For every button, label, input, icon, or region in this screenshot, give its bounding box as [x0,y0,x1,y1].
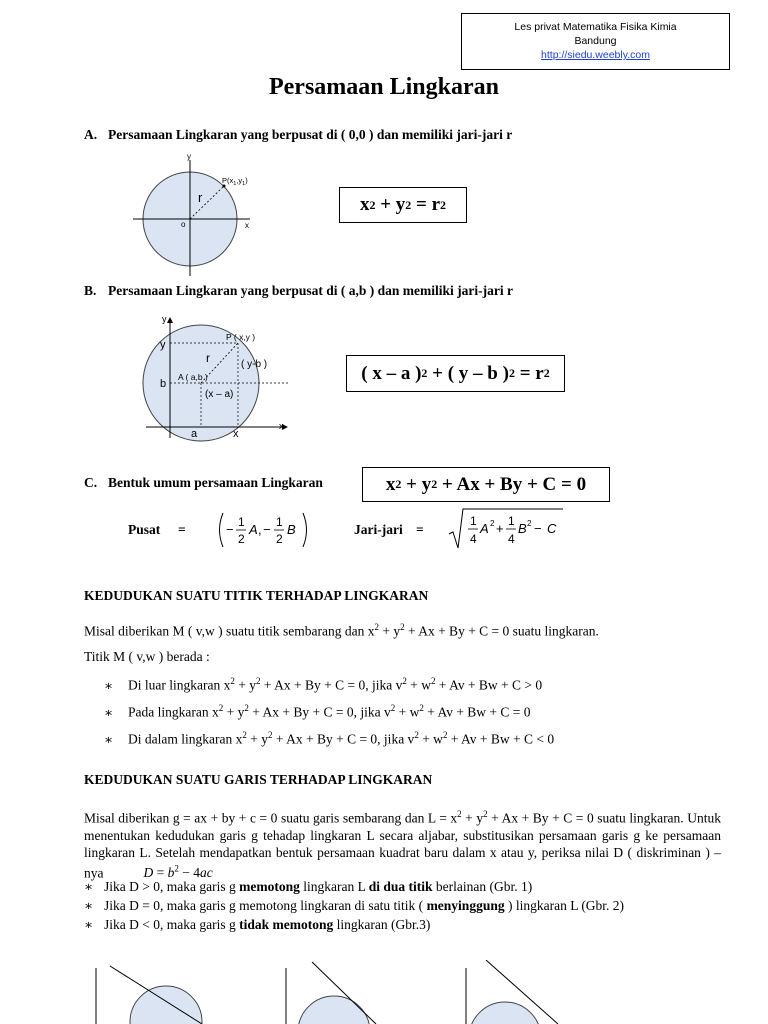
bottom-figures [80,960,560,1024]
titik-item-1: ∗ Di luar lingkaran $x^2 + y^2 + Ax + By + C = 0$, jika $v^2 + w^2 + Av + Bw + C > 0$ [104,676,543,693]
svg-text:C: C [547,521,557,536]
section-a-heading [84,127,512,143]
y-label-a: y [187,152,191,161]
fig2-circle [298,996,370,1024]
r-label-b: r [206,351,210,365]
svg-text:1: 1 [238,515,245,529]
discriminant-formula: $D = b^2 - 4ac$ [143,863,213,880]
svg-text:1: 1 [470,514,477,528]
svg-text:1: 1 [276,515,283,529]
pusat-label: Pusat [128,522,161,537]
section-b-heading [84,283,513,299]
svg-text:A: A [480,521,489,536]
a-center-label-b: A ( a,b ) [178,372,208,382]
a-val-label-b: a [191,428,198,440]
jari-formula [447,506,567,552]
yb-label-b: ( y-b ) [241,359,268,370]
svg-text:2: 2 [276,532,283,546]
o-label-a: o [181,220,186,229]
svg-text:B: B [287,522,296,537]
garis-bullet-1: ∗ Jika D > 0, maka garis g memotong lingkaran L di dua titik berlainan (Gbr. 1) [84,879,533,894]
p-label-a: $P(x_1,y_1)$ [222,176,248,187]
svg-text:1: 1 [508,514,515,528]
jari-label: Jari-jari [354,522,403,537]
y-axis-label-b: y [162,314,167,324]
y-val-label-b: y [160,339,166,351]
p-label-b: P ( x,y ) [226,332,256,342]
section-c-heading [84,475,323,491]
page-title: Persamaan Lingkaran [268,74,499,100]
header-box [461,13,730,70]
fig3-circle [469,1002,541,1024]
svg-text:−: − [263,522,271,537]
x-axis-label-b: x [279,421,284,431]
svg-text:2: 2 [490,519,495,528]
titik-item-2: ∗ Pada lingkaran $x^2 + y^2 + Ax + By + C = 0$, jika $v^2 + w^2 + Av + Bw + C = 0$ [104,703,531,720]
svg-text:−: − [226,522,234,537]
titik-item-3: ∗ Di dalam lingkaran $x^2 + y^2 + Ax + By + C = 0$, jika $v^2 + w^2 + Av + Bw + C < 0$ [104,730,555,747]
x-val-label-b: x [233,428,239,440]
titik-intro: Misal diberikan M ( v,w ) suatu titik sembarang dan $x^2 + y^2 + Ax + By + C = 0$ suatu lingkaran. [84,622,599,639]
svg-text:2: 2 [527,519,532,528]
svg-text:−: − [534,521,542,536]
paren-left [220,513,224,547]
garis-paragraph: Misal diberikan g = ax + by + c = 0 suatu garis sembarang dan $L = x^2 + y^2 + Ax + By + C = 0$ suatu lingkaran. Untuk menentukan kedudukan garis g tehadap lingkaran L secara aljabar, substitusikan persamaan garis g ke persamaan lingkaran L. Setelah mendapatkan bentuk persamaan kuadrat baru dalam x atau y, periksa nilai D ( diskriminan ) –nya $D = b^2 - 4ac$ [84,809,721,880]
sqrt-sign [449,509,563,548]
section-a-text: Persamaan Lingkaran yang berpusat di ( 0,0 ) dan memiliki jari-jari r [108,127,513,142]
section-c-label: C. [84,475,98,490]
section-a-label: A. [84,127,98,142]
circle-diagram-b [118,310,298,445]
header-link[interactable]: http://siedu.weebly.com [541,49,650,61]
pusat-eq: = [178,522,186,537]
header-line1: Les privat Matematika Fisika Kimia [514,21,677,33]
titik-line2: Titik M ( v,w ) berada : [84,649,210,664]
section-b-label: B. [84,283,97,298]
jari-eq: = [416,522,424,537]
svg-text:4: 4 [470,532,477,546]
pusat-formula [215,510,315,550]
header-line2: Bandung [574,35,617,47]
formula-b: ( x – a ) 2 + ( y – b ) 2 = r 2 [346,355,565,392]
svg-text:2: 2 [238,532,245,546]
r-label-a: r [198,190,203,205]
paren-right [303,513,307,547]
circle-diagram-a [128,150,268,280]
b-val-label-b: b [160,378,167,390]
fig1-circle [130,986,202,1024]
y-arrow-b [167,317,173,323]
garis-bullet-2: ∗ Jika D = 0, maka garis g memotong lingkaran di satu titik ( menyinggung ) lingkaran L (Gbr. 2) [84,898,625,913]
formula-c: x 2 + y 2 + Ax + By + C = 0 [362,467,610,502]
svg-text:4: 4 [508,532,515,546]
svg-text:,: , [258,522,262,537]
x-label-a: x [245,221,249,230]
xa-label-b: (x – a) [205,389,234,400]
svg-text:B: B [518,521,527,536]
svg-text:A: A [249,522,258,537]
section-b-text: Persamaan Lingkaran yang berpusat di ( a,b ) dan memiliki jari-jari r [108,283,514,298]
garis-bullet-3: ∗ Jika D < 0, maka garis g tidak memotong lingkaran (Gbr.3) [84,917,431,932]
garis-heading: KEDUDUKAN SUATU GARIS TERHADAP LINGKARAN [84,772,433,787]
titik-heading: KEDUDUKAN SUATU TITIK TERHADAP LINGKARAN [84,588,429,603]
svg-text:+: + [496,521,504,536]
formula-a: x 2 + y 2 = r 2 [339,187,467,223]
section-c-text: Bentuk umum persamaan Lingkaran [108,475,323,490]
